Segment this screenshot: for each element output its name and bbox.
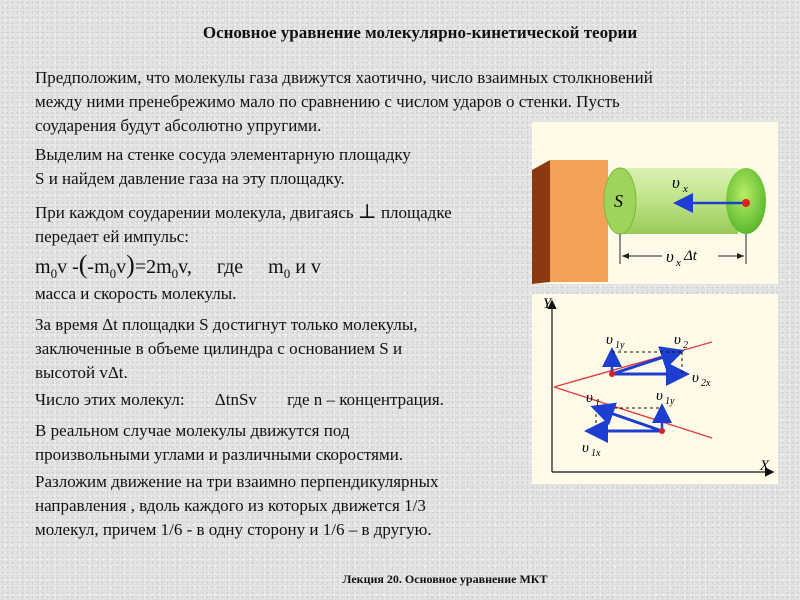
formula-subscript: 0 xyxy=(283,266,291,281)
text-line: между ними пренебрежимо мало по сравнению с числом ударов о стенки. Пусть xyxy=(35,92,620,111)
formula-and-v: и v xyxy=(295,256,321,278)
formula-equals: =2m xyxy=(134,256,172,278)
formula-m: m xyxy=(94,256,110,278)
cylinder-diagram xyxy=(532,122,778,284)
length-suffix: Δt xyxy=(684,248,697,264)
text-line: передает ей импульс: xyxy=(35,227,189,246)
x-axis-label: X xyxy=(760,458,770,474)
paragraph-area xyxy=(35,143,411,191)
text-line: заключенные в объеме цилиндра с основанием S и xyxy=(35,339,403,358)
paragraph-momentum xyxy=(35,200,452,249)
v1x-subscript: 1x xyxy=(591,448,601,459)
text-line xyxy=(35,200,452,225)
text-line: Выделим на стенке сосуда элементарную площадку xyxy=(35,145,411,164)
formula-explanation: масса и скорость молекулы. xyxy=(35,284,237,303)
text-line: Предположим, что молекулы газа движутся хаотично, число взаимных столкновений xyxy=(35,68,653,87)
paragraph-real-case xyxy=(35,419,403,467)
v1x-label: υ xyxy=(582,440,589,456)
formula-v: v xyxy=(57,256,68,278)
formula-minus: - xyxy=(72,256,79,278)
text-line: соударения будут абсолютно упругими. xyxy=(35,116,322,135)
v1y-label-lower: υ xyxy=(656,388,663,404)
molecule-count-line xyxy=(35,388,444,412)
v1y-subscript: 1y xyxy=(615,340,625,351)
count-note: где n – концентрация. xyxy=(287,390,444,409)
count-label: Число этих молекул: xyxy=(35,390,185,409)
text-line: Разложим движение на три взаимно перпендикулярных xyxy=(35,472,439,491)
length-label: υ xyxy=(666,247,674,266)
vx-label: υ xyxy=(672,173,680,192)
v1y-subscript-lower: 1y xyxy=(665,396,675,407)
v1y-label: υ xyxy=(606,332,613,348)
text-line: молекул, причем 1/6 - в одну сторону и 1/6 – в другую. xyxy=(35,520,432,539)
text-line: S и найдем давление газа на эту площадку. xyxy=(35,169,345,188)
formula-subscript: 0 xyxy=(109,266,117,281)
perpendicular-symbol: ⊥ xyxy=(357,201,377,223)
text-line: высотой vΔt. xyxy=(35,363,128,382)
y-axis-label: Y xyxy=(543,296,552,312)
count-formula: ΔtnSv xyxy=(214,390,257,409)
wall xyxy=(550,160,608,282)
wall-line-upper xyxy=(554,342,712,387)
formula-where: где xyxy=(216,256,244,278)
text-line: направления , вдоль каждого из которых движется 1/3 xyxy=(35,496,426,515)
slide-title: Основное уравнение молекулярно-кинетической теории xyxy=(202,23,638,42)
text-fragment: При каждом соударении молекула, двигаясь xyxy=(35,203,354,222)
v2x-label: υ xyxy=(692,370,699,386)
formula-minus: - xyxy=(87,256,95,278)
text-line: За время Δt площадки S достигнут только молекулы, xyxy=(35,315,418,334)
formula-close-paren: ) xyxy=(126,250,135,279)
area-label: S xyxy=(614,191,623,211)
vx-subscript: x xyxy=(683,183,688,195)
v2-arrow xyxy=(612,352,679,374)
molecule-dot xyxy=(742,199,750,207)
length-subscript: x xyxy=(676,257,681,269)
v2-subscript: 2 xyxy=(683,340,688,351)
v1-label: υ xyxy=(586,390,593,406)
collision-point xyxy=(609,371,615,377)
text-line: В реальном случае молекулы движутся под xyxy=(35,421,350,440)
text-fragment: площадке xyxy=(380,203,452,222)
paragraph-cylinder xyxy=(35,313,418,385)
formula-subscript: 0 xyxy=(50,266,58,281)
wall-side xyxy=(532,160,550,284)
slide-footer: Лекция 20. Основное уравнение МКТ xyxy=(342,572,548,586)
vector-figure xyxy=(532,294,778,484)
cylinder-figure xyxy=(532,122,778,284)
formula-m: m xyxy=(35,256,51,278)
v1-subscript: 1 xyxy=(595,398,600,409)
vector-diagram xyxy=(532,294,778,484)
formula-v: v xyxy=(116,256,127,278)
collision-point xyxy=(659,428,665,434)
paragraph-decomposition xyxy=(35,470,439,542)
v2-label: υ xyxy=(674,332,681,348)
formula-open-paren: ( xyxy=(78,250,88,279)
formula-result: v, xyxy=(178,256,192,278)
v2x-subscript: 2x xyxy=(701,378,711,389)
text-line: произвольными углами и различными скоростями. xyxy=(35,445,404,464)
formula-subscript: 0 xyxy=(171,266,179,281)
formula-m: m xyxy=(268,256,284,278)
